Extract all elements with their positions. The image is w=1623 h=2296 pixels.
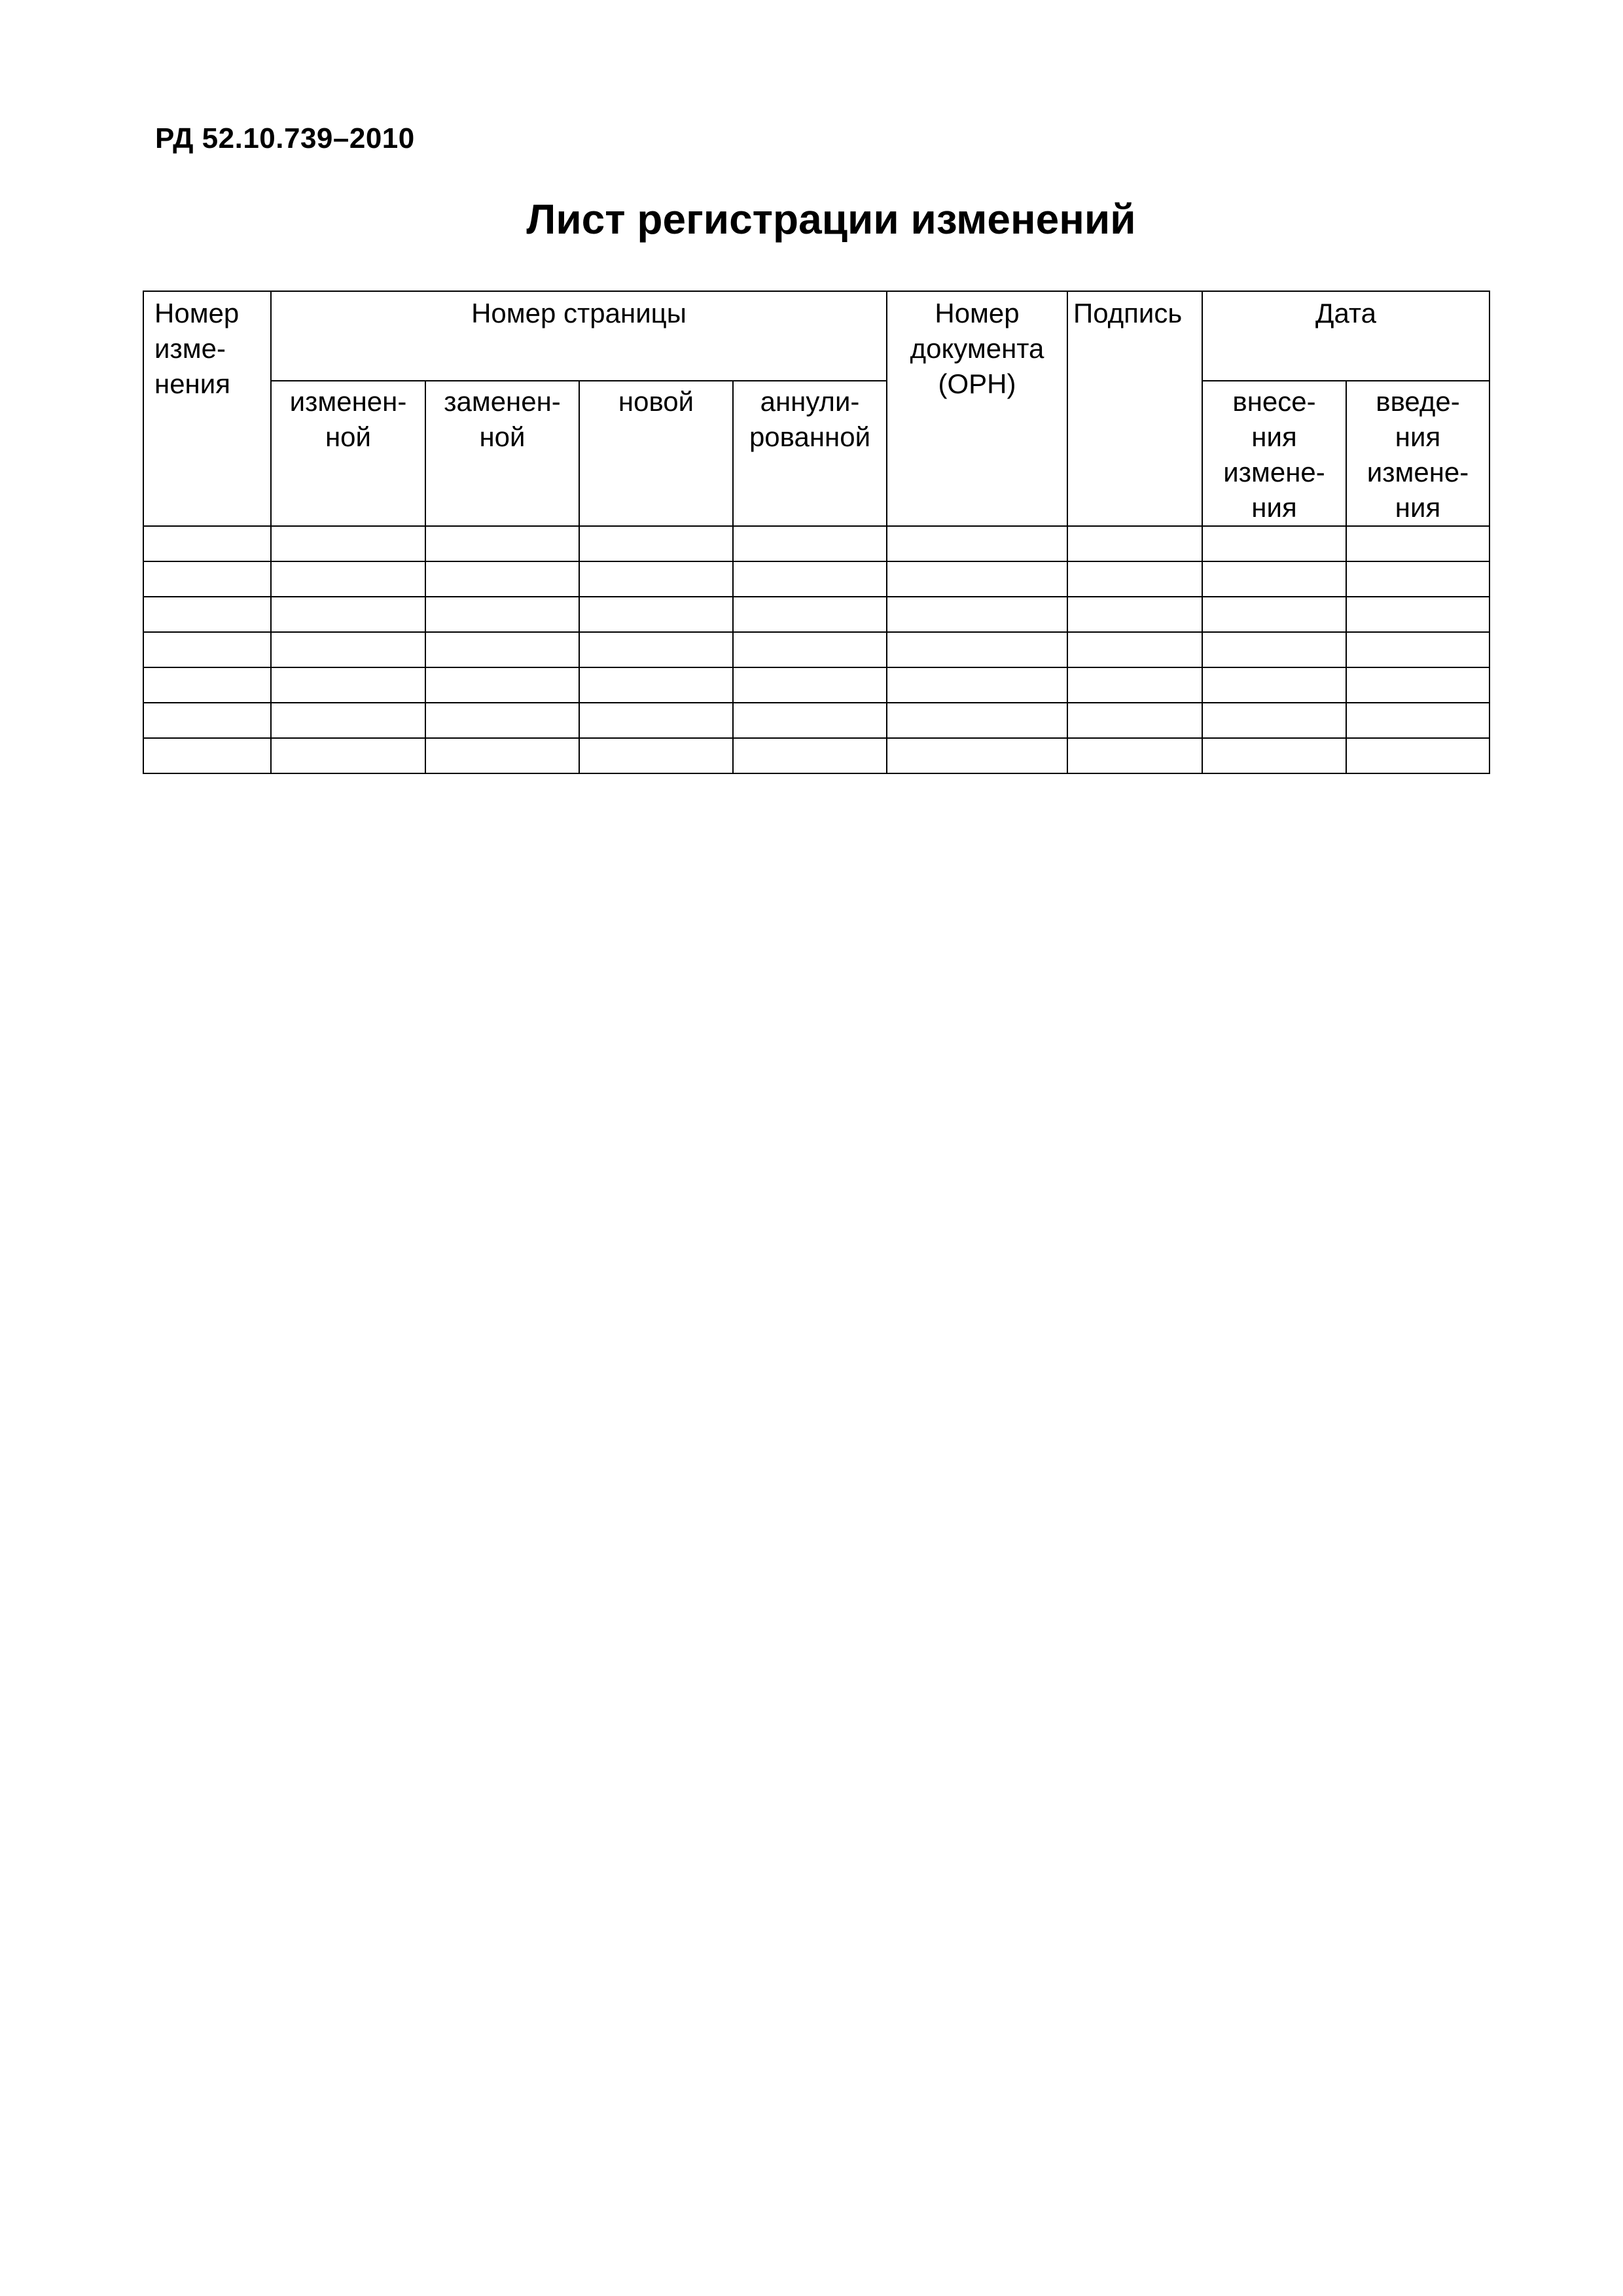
table-cell [887,526,1067,561]
table-cell [887,632,1067,667]
header-new-pages: новой [579,381,733,526]
table-cell [425,632,579,667]
table-cell [887,561,1067,597]
table-cell [579,738,733,773]
table-cell [1346,738,1489,773]
table-cell [887,703,1067,738]
table-cell [733,526,887,561]
table-cell [425,738,579,773]
header-page-number: Номер страницы [271,291,887,381]
table-cell [1346,632,1489,667]
table-row [143,597,1489,632]
document-code: РД 52.10.739–2010 [155,122,415,154]
table-cell [579,597,733,632]
table-cell [1067,738,1202,773]
table-cell [579,561,733,597]
table-cell [579,632,733,667]
table-cell [143,632,271,667]
table-row [143,632,1489,667]
change-registration-table [143,291,1490,774]
header-date-entry [1202,381,1346,526]
table-cell [271,738,425,773]
table-cell [1067,597,1202,632]
table-cell [425,561,579,597]
table-cell [1346,526,1489,561]
table-cell [1202,561,1346,597]
table-cell [1067,632,1202,667]
table-cell [733,703,887,738]
header-date: Дата [1202,291,1489,381]
table-cell [887,667,1067,703]
header-change-number [143,291,271,526]
table-cell [733,667,887,703]
header-signature: Подпись [1067,291,1202,526]
table-row [143,703,1489,738]
table-body [143,526,1489,773]
header-replaced-pages [425,381,579,526]
table-row [143,667,1489,703]
table-cell [271,667,425,703]
table-cell [579,703,733,738]
table-cell [425,667,579,703]
table-cell [1202,632,1346,667]
header-date-entry-label: внесе- ния измене- ния [1223,386,1325,523]
table-cell [271,597,425,632]
header-cancelled-pages-label: аннули- рованной [749,386,871,452]
header-replaced-pages-label: заменен- ной [444,386,561,452]
header-change-number-label: Номер изме- нения [154,298,240,399]
table-cell [733,632,887,667]
table-cell [143,597,271,632]
table-cell [1346,703,1489,738]
header-document-number-label: Номер документа (ОРН) [910,298,1044,399]
table-cell [733,597,887,632]
table-row [143,526,1489,561]
header-changed-pages [271,381,425,526]
table-cell [1202,703,1346,738]
page-title: Лист регистрации изменений [526,196,1136,243]
header-date-introduction-label: введе- ния измене- ния [1366,386,1469,523]
table-cell [1346,667,1489,703]
table-cell [1202,667,1346,703]
table-cell [733,561,887,597]
table-cell [1067,667,1202,703]
table-cell [733,738,887,773]
table-cell [1202,526,1346,561]
table-cell [143,526,271,561]
table-cell [425,597,579,632]
table-cell [1346,597,1489,632]
table-cell [143,738,271,773]
table-cell [1067,561,1202,597]
table-cell [887,738,1067,773]
header-changed-pages-label: изменен- ной [289,386,407,452]
table-cell [579,667,733,703]
table-cell [579,526,733,561]
table-cell [143,667,271,703]
table-cell [1202,597,1346,632]
table-cell [887,597,1067,632]
table-row [143,561,1489,597]
table-cell [271,632,425,667]
header-document-number [887,291,1067,526]
header-date-introduction [1346,381,1489,526]
table-cell [1202,738,1346,773]
table-cell [425,526,579,561]
table-cell [271,703,425,738]
header-cancelled-pages [733,381,887,526]
table-row [143,738,1489,773]
table-cell [143,703,271,738]
table-cell [1346,561,1489,597]
table-cell [271,561,425,597]
table-cell [1067,526,1202,561]
table-cell [1067,703,1202,738]
table-cell [425,703,579,738]
table-cell [143,561,271,597]
table-cell [271,526,425,561]
